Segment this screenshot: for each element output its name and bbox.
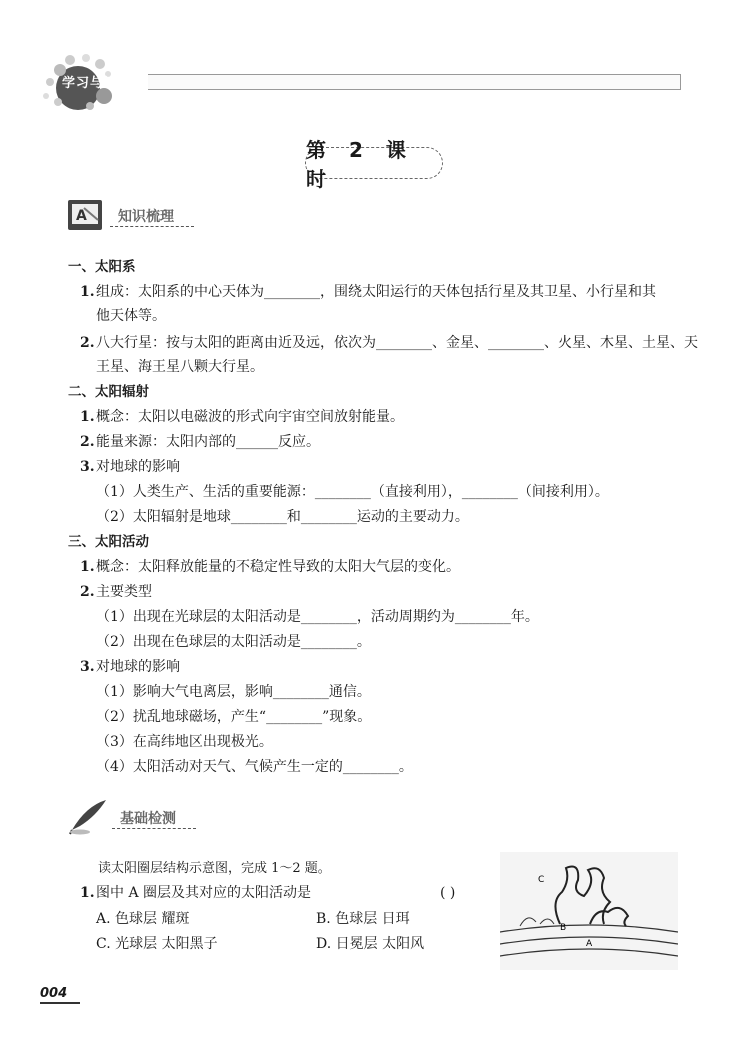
option-c: C. 光球层 太阳黑子	[96, 936, 218, 952]
page-number: 004	[40, 986, 68, 1001]
text-line: （1）影响大气电离层，影响________通信。	[96, 684, 371, 700]
diagram-label-a: A	[586, 939, 593, 949]
item-number: 3.	[80, 659, 95, 675]
text-line: 对地球的影响	[96, 459, 180, 475]
diagram-label-c: C	[538, 875, 545, 885]
lesson-title: 第 2 课 时	[305, 147, 443, 179]
text-line: 主要类型	[96, 584, 152, 600]
text-line: 他天体等。	[96, 308, 166, 324]
text-line: 王星、海王星八颗大行星。	[96, 359, 264, 375]
text-line: 对地球的影响	[96, 659, 180, 675]
text-line: 组成：太阳系的中心天体为________，围绕太阳运行的天体包括行星及其卫星、小行星和其	[96, 284, 656, 300]
text-line: （3）在高纬地区出现极光。	[96, 734, 273, 750]
item-number: 1.	[80, 409, 95, 425]
text-line: 八大行星：按与太阳的距离由近及远，依次为________、金星、________、火星、木星、土星、天	[96, 335, 698, 351]
item-number: 3.	[80, 459, 95, 475]
heading-solar-activity: 三、太阳活动	[68, 534, 149, 550]
item-number: 1.	[80, 559, 95, 575]
option-d: D. 日冕层 太阳风	[316, 936, 425, 952]
section-label-basic-test: 基础检测	[120, 811, 176, 827]
exercise-intro: 读太阳圈层结构示意图，完成 1～2 题。	[98, 861, 331, 876]
text-line: （4）太阳活动对天气、气候产生一定的________。	[96, 759, 413, 775]
page-number-underline	[40, 1002, 80, 1004]
answer-parentheses: ( )	[440, 885, 456, 901]
section-underline	[110, 226, 194, 227]
item-number: 1.	[80, 284, 95, 300]
text-line: （2）太阳辐射是地球________和________运动的主要动力。	[96, 509, 469, 525]
heading-solar-system: 一、太阳系	[68, 259, 136, 275]
header-bar	[148, 74, 681, 90]
item-number: 2.	[80, 434, 95, 450]
question-text: 图中 A 圈层及其对应的太阳活动是	[96, 885, 312, 901]
quill-pen-icon	[66, 796, 110, 836]
section-label-knowledge: 知识梳理	[118, 209, 174, 225]
section-underline	[112, 828, 196, 829]
question-number: 1.	[80, 885, 95, 901]
text-line: （2）出现在色球层的太阳活动是________。	[96, 634, 371, 650]
text-line: 概念：太阳释放能量的不稳定性导致的太阳大气层的变化。	[96, 559, 460, 575]
item-number: 2.	[80, 335, 95, 351]
text-line: 能量来源：太阳内部的______反应。	[96, 434, 320, 450]
svg-text:A: A	[76, 208, 87, 224]
diagram-label-b: B	[560, 923, 567, 933]
option-a: A. 色球层 耀斑	[96, 911, 190, 927]
sun-structure-diagram	[500, 852, 678, 970]
text-line: （1）人类生产、生活的重要能源：________（直接利用），________（间接利用）。	[96, 484, 609, 500]
text-line: （2）扰乱地球磁场，产生“________”现象。	[96, 709, 372, 725]
knowledge-book-icon	[66, 198, 106, 234]
heading-solar-radiation: 二、太阳辐射	[68, 384, 149, 400]
text-line: 概念：太阳以电磁波的形式向宇宙空间放射能量。	[96, 409, 404, 425]
option-b: B. 色球层 日珥	[316, 911, 410, 927]
header-title: 学习与评价	[62, 76, 133, 91]
text-line: （1）出现在光球层的太阳活动是________，活动周期约为________年。	[96, 609, 539, 625]
item-number: 2.	[80, 584, 95, 600]
